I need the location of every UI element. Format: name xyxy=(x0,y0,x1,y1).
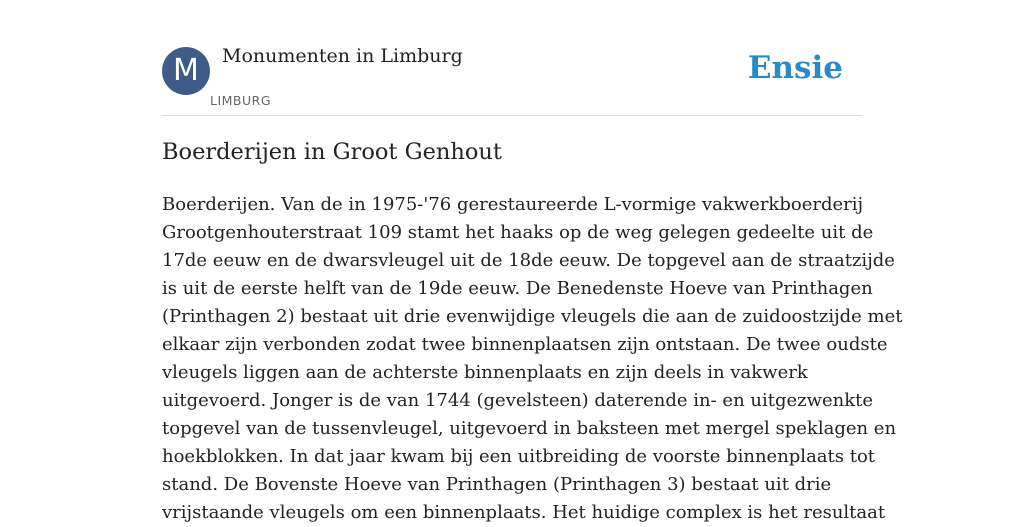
article-line: vrijstaande vleugels om een binnenplaats. Het huidige complex is het resultaat xyxy=(162,502,886,523)
article-body xyxy=(162,191,903,527)
header-divider xyxy=(162,115,862,116)
article-line: stand. De Bovenste Hoeve van Printhagen (Printhagen 3) bestaat uit drie xyxy=(162,474,832,495)
article-line: Grootgenhouterstraat 109 stamt het haaks op de weg gelegen gedeelte uit de xyxy=(162,222,874,243)
article-line: 17de eeuw en de dwarsvleugel uit de 18de eeuw. De topgevel aan de straatzijde xyxy=(162,250,895,271)
avatar[interactable]: M xyxy=(162,47,210,95)
article-line: elkaar zijn verbonden zodat twee binnenplaatsen zijn ontstaan. De twee oudste xyxy=(162,334,888,355)
article-line: uitgevoerd. Jonger is de van 1744 (gevelsteen) daterende in- en uitgezwenkte xyxy=(162,390,874,411)
collection-subtitle[interactable]: LIMBURG xyxy=(210,93,272,108)
collection-title[interactable]: Monumenten in Limburg xyxy=(222,45,463,67)
article-line: topgevel van de tussenvleugel, uitgevoerd in baksteen met mergel speklagen en xyxy=(162,418,897,439)
article-line: (Printhagen 2) bestaat uit drie evenwijdige vleugels die aan de zuidoostzijde met xyxy=(162,306,903,327)
article-title: Boerderijen in Groot Genhout xyxy=(162,139,502,165)
article-line: hoekblokken. In dat jaar kwam bij een uitbreiding de voorste binnenplaats tot xyxy=(162,446,876,467)
ensie-logo-link[interactable]: Ensie xyxy=(747,50,843,86)
article-line: vleugels liggen aan de achterste binnenplaats en zijn deels in vakwerk xyxy=(162,362,808,383)
article-line: Boerderijen. Van de in 1975-'76 gerestaureerde L-vormige vakwerkboerderij xyxy=(162,194,864,215)
article-line: is uit de eerste helft van de 19de eeuw. De Benedenste Hoeve van Printhagen xyxy=(162,278,873,299)
